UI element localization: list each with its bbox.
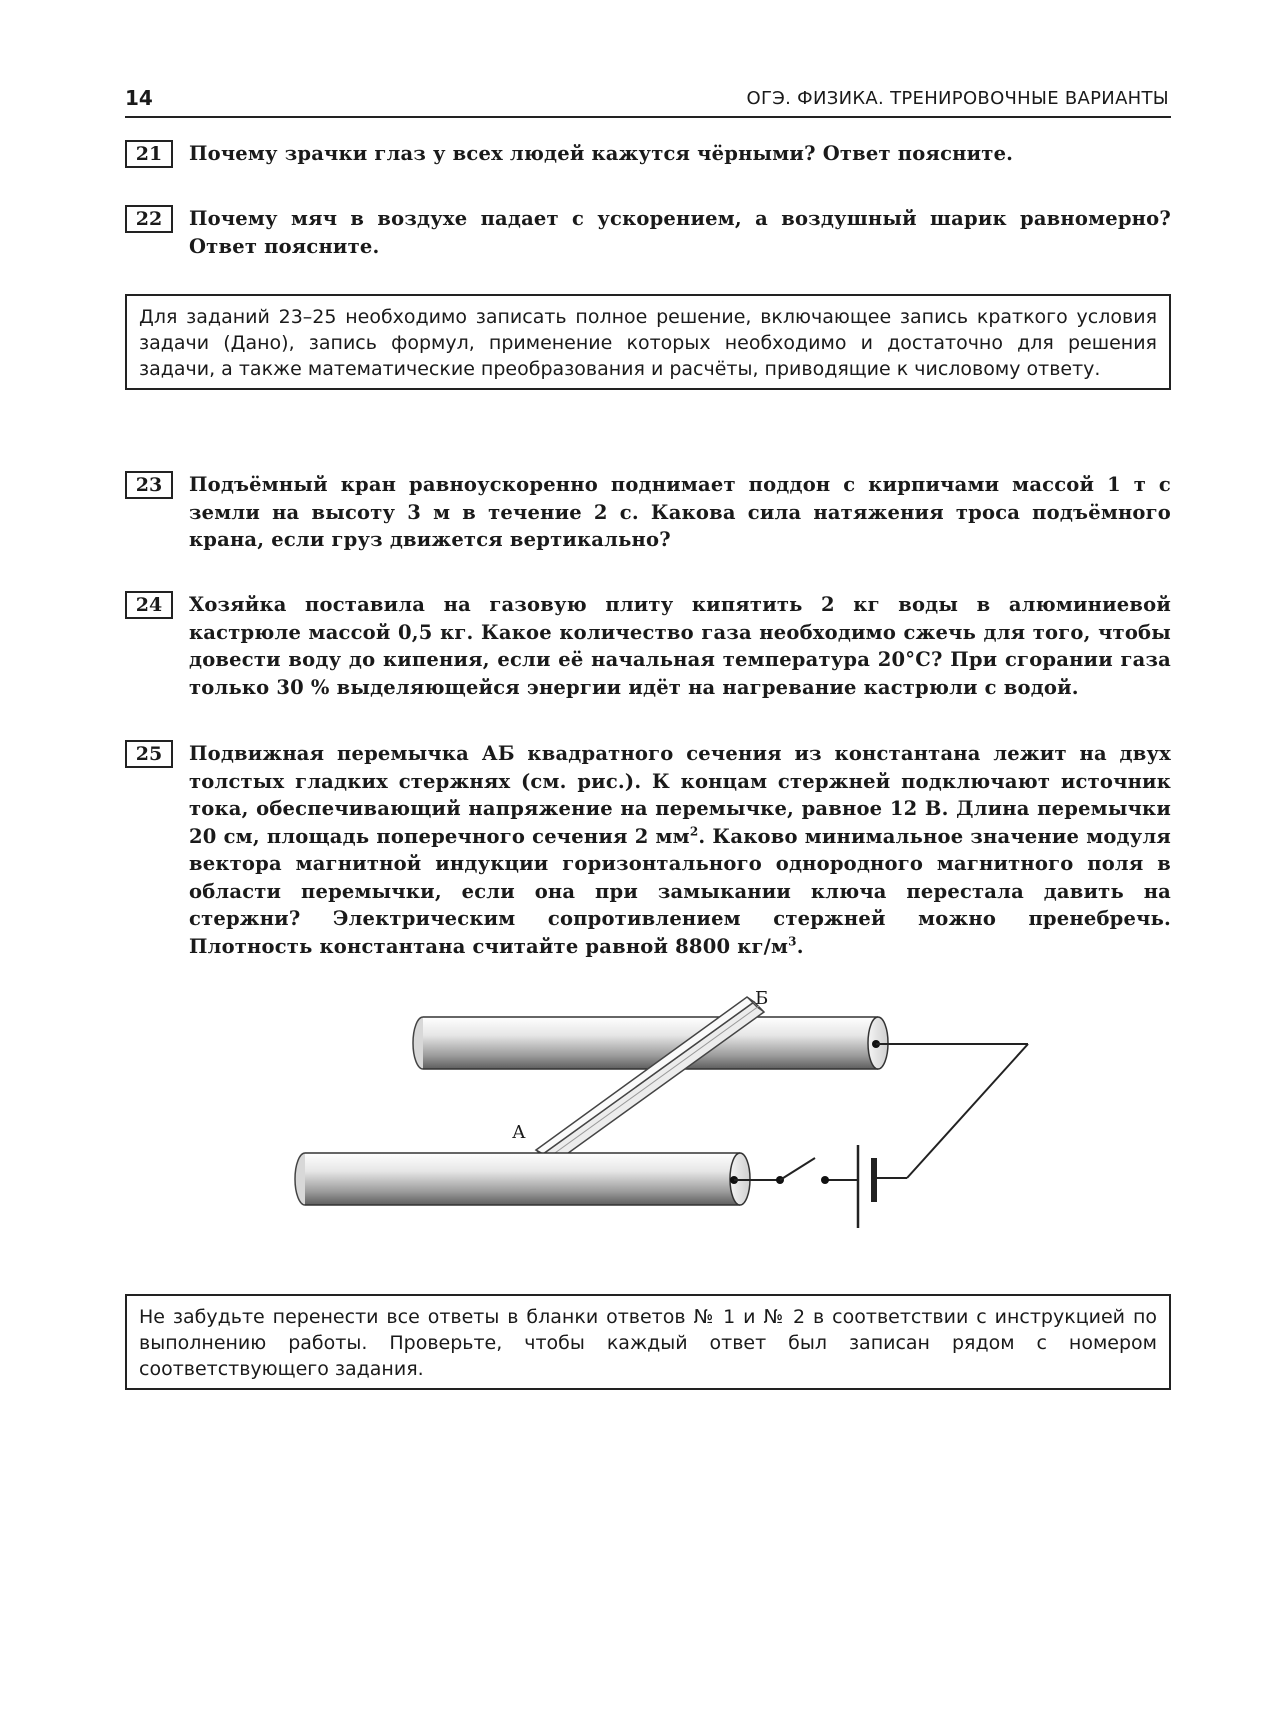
battery [858,1145,874,1228]
lower-rod [295,1153,750,1205]
final-reminder-box: Не забудьте перенести все ответы в бланки ответов № 1 и № 2 в соответствии с инструкцией по выполнению работы. Проверьте, чтобы каждый ответ был записан рядом с номером соответствующего задания. [125,1294,1171,1390]
task-text: Подъёмный кран равноускоренно поднимает поддон с кирпичами массой 1 т с земли на высоту 3 м в течение 2 с. Какова сила натяжения троса подъёмного крана, если груз движется вертикально? [189,473,1171,551]
label-a: А [512,1122,526,1143]
task-number: 22 [125,205,173,233]
task-text: Хозяйка поставила на газовую плиту кипятить 2 кг воды в алюминиевой кастрюле массой 0,5 кг. Какое количество газа необходимо сжечь для того, чтобы довести воду до кипения, если её начальная температура 20°С? При сгорании газа только 30 % выделяющейся энергии идёт на нагревание кастрюли с водой. [189,593,1171,699]
task-number: 23 [125,471,173,499]
label-b: Б [755,988,769,1009]
switch-key [776,1158,829,1184]
task-text: Подвижная перемычка АБ квадратного сечения из константана лежит на двух толстых гладких стержнях (см. рис.). К концам стержней подключают источник тока, обеспечивающий напряжение на перемычке, равное 12 В. Длина перемычки 20 см, площадь поперечного сечения 2 $мм^2$. Каково минимальное значение модуля вектора магнитной индукции горизонтального однородного магнитного поля в области перемычки, если она при замыкании ключа перестала давить на стержни? Электрическим сопротивлением стержней можно пренебречь. Плотность константана считайте равной 8800 $кг/м^3$. [189,742,1171,958]
task-number: 24 [125,591,173,619]
task-text: Почему мяч в воздухе падает с ускорением, а воздушный шарик равномерно? Ответ поясните. [189,207,1171,258]
task-text: Почему зрачки глаз у всех людей кажутся чёрными? Ответ поясните. [189,142,1014,165]
upper-rod [413,1017,888,1069]
task-number: 25 [125,740,173,768]
solution-instructions-box: Для заданий 23–25 необходимо записать полное решение, включающее запись краткого условия задачи (Дано), запись формул, применение которых необходимо и достаточно для решения задачи, а также математические преобразования и расчёты, приводящие к числовому ответу. [125,294,1171,390]
page-number: 14 [125,86,153,110]
task-number: 21 [125,140,173,168]
running-title: ОГЭ. ФИЗИКА. ТРЕНИРОВОЧНЫЕ ВАРИАНТЫ [746,88,1169,109]
